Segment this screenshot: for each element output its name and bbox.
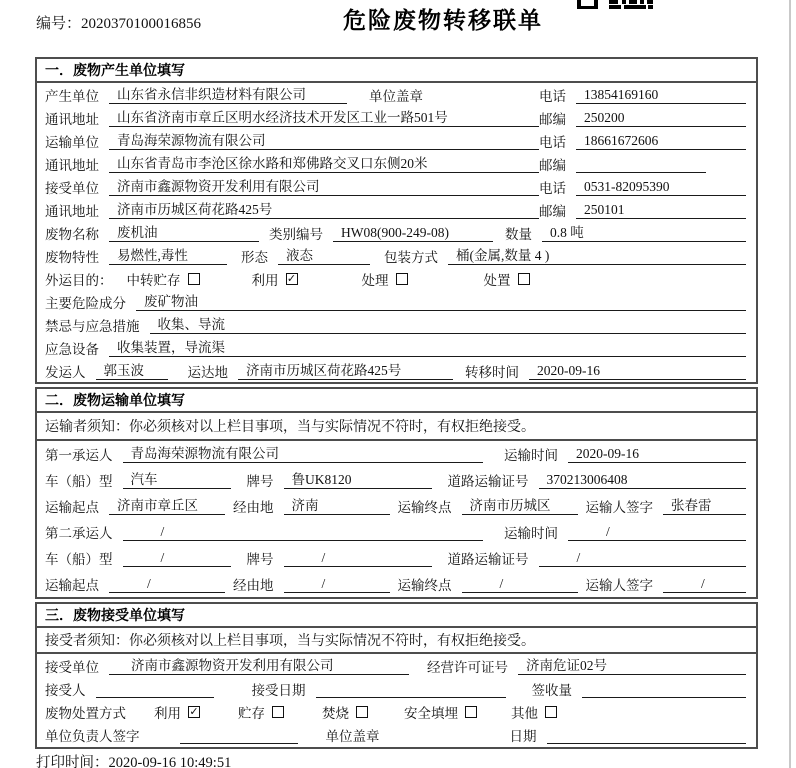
unit-seal-text: 单位盖章 [369,88,423,104]
print-time-label: 打印时间： [36,755,109,768]
transport-time-group [504,444,746,464]
option-label: 处置 [483,272,511,288]
option-label: 处理 [361,272,389,288]
section3-title: 三．废物接受单位填写 [37,604,756,628]
page-title: 危险废物转移联单 [343,7,543,33]
zip-value: 250200 [576,109,746,127]
serial-label: 编号： [36,16,82,32]
option-label: 焚烧 [322,705,349,721]
category-label: 类别编号 [269,226,323,242]
receiver-notice: 接受者须知：你必须核对以上栏目事项，当与实际情况不符时，有权拒绝接受。 [37,628,756,654]
disposal-option-use [154,702,200,722]
serial-value: 2020370100016856 [81,16,202,32]
packing-label: 包装方式 [384,249,438,265]
date-value [547,726,747,744]
transport-time-label: 运输时间 [504,448,558,463]
transfer-time-label: 转移时间 [465,364,519,380]
carrier1-value: 青岛海荣源物流有限公司 [123,445,483,463]
via-label: 经由地 [233,500,274,515]
hazard-row [37,290,756,313]
via-value: 济南 [284,497,390,515]
vehicle-type-label: 车（船）型 [45,552,113,567]
checkbox-icon [272,706,284,718]
zip-group [539,154,751,174]
purpose-option-storage [127,269,200,289]
phone-label: 电话 [539,88,566,104]
via-value: / [284,575,390,593]
plate-label: 牌号 [246,474,274,489]
transport-time-value: / [568,523,746,541]
transporter-notice: 运输者须知：你必须核对以上栏目事项，当与实际情况不符时，有权拒绝接受。 [37,413,756,441]
waste-name-row [37,221,756,244]
accept-unit-value: 济南市鑫源物资开发利用有限公司 [109,657,409,675]
phone-group [539,177,746,197]
transport-time-value: 2020-09-16 [568,445,746,463]
waste-character-row [37,244,756,267]
character-label: 废物特性 [45,249,99,265]
zip-label: 邮编 [539,157,566,173]
carrier1-label: 第一承运人 [45,448,113,463]
vehicle-type-value: 汽车 [123,471,231,489]
permit-label: 经营许可证号 [427,659,508,675]
category-value: HW08(900-249-08) [333,224,493,242]
transporter-address-row [37,152,756,175]
purpose-option-treat [362,269,408,289]
date-label: 日期 [509,728,537,744]
equipment-label: 应急设备 [45,341,99,357]
phone-group [539,85,746,105]
unit-seal-text: 单位盖章 [325,728,380,744]
permit-value: 济南危证02号 [518,657,746,675]
origin-value: 济南市章丘区 [109,497,225,515]
producer-row [37,83,756,106]
taboo-value: 收集、导流 [150,316,747,334]
print-time [36,751,231,768]
accept-date-label: 接受日期 [251,682,306,698]
option-label: 利用 [251,272,279,288]
option-label: 中转贮存 [126,272,181,288]
transport-time-label: 运输时间 [504,526,558,541]
disposal-row [37,700,756,723]
option-label: 利用 [154,705,181,721]
head-sign-value [180,726,298,744]
vehicle-type-label: 车（船）型 [45,474,113,489]
checkbox-icon [518,273,530,285]
plate-value: / [284,549,432,567]
receiver-address-row [37,198,756,221]
carrier-sign-label: 运输人签字 [585,500,653,515]
address-value: 济南市历城区荷花路425号 [109,201,539,219]
address-value: 山东省济南市章丘区明水经济技术开发区工业一路501号 [109,109,539,127]
purpose-option-use [252,269,298,289]
zip-group [539,108,746,128]
signed-qty-label: 签收量 [531,682,572,698]
road-license-value: 370213006408 [539,471,747,489]
sender-label: 发运人 [45,364,86,380]
origin-value: / [109,575,225,593]
purpose-option-dispose [484,269,530,289]
route1-row [37,493,756,519]
receiver-row [37,175,756,198]
option-label: 安全填埋 [404,705,458,721]
form-label: 形态 [241,249,268,265]
phone-value: 0531-82095390 [576,178,746,196]
print-time-value: 2020-09-16 10:49:51 [108,755,232,768]
carrier2-value: / [123,523,483,541]
endpoint-label: 运输终点 [397,500,452,515]
purpose-label: 外运目的： [45,272,113,288]
taboo-label: 禁忌与应急措施 [45,318,140,334]
zip-value-blank [576,155,706,173]
phone-label: 电话 [539,180,566,196]
phone-label: 电话 [539,134,566,150]
origin-label: 运输起点 [45,578,99,593]
equipment-value: 收集装置，导流渠 [109,339,746,357]
accept-person-row [37,677,756,700]
carrier2-label: 第二承运人 [45,526,113,541]
head-sign-row [37,723,756,746]
checkbox-checked-icon: ✓ [286,271,297,285]
carrier-sign-value: 张春雷 [663,497,746,515]
sender-row [37,359,756,382]
section-transporter [35,387,758,599]
checkbox-icon [356,706,368,718]
vehicle1-row [37,467,756,493]
accept-date-value [316,680,506,698]
route2-row [37,571,756,597]
endpoint-value: 济南市历城区 [462,497,578,515]
purpose-row [37,267,756,290]
zip-group [539,200,746,220]
packing-value: 桶(金属,数量 4 ) [448,247,746,265]
accept-person-label: 接受人 [45,682,86,698]
checkbox-icon [545,706,557,718]
transporter-value: 青岛海荣源物流有限公司 [109,132,539,150]
equipment-row [37,336,756,359]
checkbox-icon [396,273,408,285]
section-producer [35,57,758,384]
disposal-option-landfill [404,702,477,722]
plate-label: 牌号 [246,552,274,567]
character-value: 易燃性,毒性 [109,247,227,265]
option-label: 其他 [511,705,538,721]
road-license-label: 道路运输证号 [447,552,529,567]
receiver-label: 接受单位 [45,180,99,196]
disposal-option-burn [322,702,368,722]
scan-edge-line [789,0,791,768]
signed-qty-value [582,680,746,698]
carrier1-row [37,441,756,467]
phone-group [539,131,746,151]
producer-address-row [37,106,756,129]
destination-value: 济南市历城区荷花路425号 [238,362,453,380]
hazard-label: 主要危险成分 [45,295,126,311]
address-value: 山东省青岛市李沧区徐水路和郑佛路交叉口东侧20米 [109,155,539,173]
section2-title: 二．废物运输单位填写 [37,389,756,413]
destination-label: 运达地 [187,364,228,380]
disposal-option-store [238,702,284,722]
producer-value: 山东省永信非织造材料有限公司 [109,86,347,104]
phone-value: 13854169160 [576,86,746,104]
phone-value: 18661672606 [576,132,746,150]
checkbox-icon [465,706,477,718]
transporter-label: 运输单位 [45,134,99,150]
address-label: 通讯地址 [45,203,99,219]
zip-label: 邮编 [539,203,566,219]
waste-name-value: 废机油 [109,224,259,242]
zip-value: 250101 [576,201,746,219]
option-label: 贮存 [238,705,265,721]
road-license-value: / [539,549,747,567]
origin-label: 运输起点 [45,500,99,515]
section-receiver [35,602,758,749]
quantity-label: 数量 [505,226,532,242]
head-sign-label: 单位负责人签字 [45,728,140,744]
producer-label: 产生单位 [45,88,99,104]
disposal-label: 废物处置方式 [45,705,126,721]
receiver-value: 济南市鑫源物资开发利用有限公司 [109,178,539,196]
carrier-sign-value: / [663,575,746,593]
transfer-time-value: 2020-09-16 [529,362,746,380]
endpoint-value: / [462,575,578,593]
transport-time-group [504,522,746,542]
zip-label: 邮编 [539,111,566,127]
sender-value: 郭玉波 [96,362,168,380]
section1-title: 一．废物产生单位填写 [37,59,756,83]
carrier-sign-label: 运输人签字 [585,578,653,593]
checkbox-icon [188,273,200,285]
address-label: 通讯地址 [45,111,99,127]
disposal-option-other [511,702,557,722]
accept-unit-label: 接受单位 [45,659,99,675]
taboo-row [37,313,756,336]
via-label: 经由地 [233,578,274,593]
vehicle-type-value: / [123,549,231,567]
address-label: 通讯地址 [45,157,99,173]
serial-number [36,12,201,33]
accept-person-value [96,680,214,698]
qr-code-partial-icon [577,0,653,10]
hazard-value: 废矿物油 [136,293,746,311]
form-value: 液态 [278,247,370,265]
plate-value: 鲁UK8120 [284,471,432,489]
quantity-value: 0.8 吨 [542,224,746,242]
waste-name-label: 废物名称 [45,226,99,242]
road-license-label: 道路运输证号 [447,474,529,489]
carrier2-row [37,519,756,545]
transporter-row [37,129,756,152]
endpoint-label: 运输终点 [397,578,452,593]
checkbox-checked-icon: ✓ [189,704,199,718]
vehicle2-row [37,545,756,571]
accept-unit-row [37,654,756,677]
